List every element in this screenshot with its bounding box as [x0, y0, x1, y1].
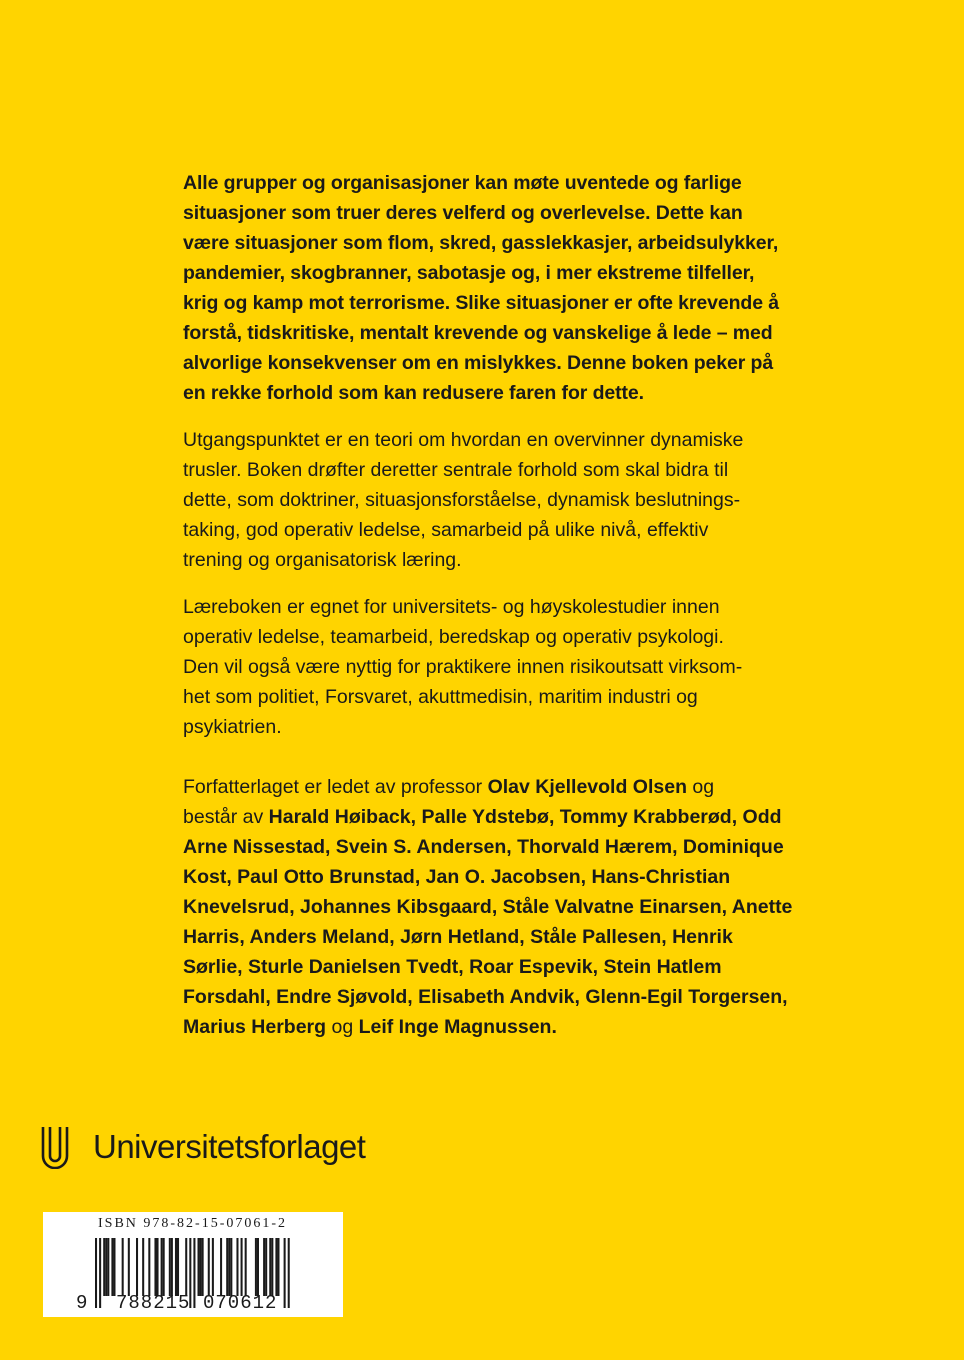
barcode-bar	[163, 1238, 165, 1296]
barcode-bar	[257, 1238, 259, 1296]
barcode-bar	[175, 1238, 177, 1296]
barcode-bar	[148, 1238, 150, 1296]
barcode-bar	[241, 1238, 243, 1296]
barcode-bar	[103, 1238, 105, 1296]
text-line: en rekke forhold som kan redusere faren for dette.	[183, 382, 644, 404]
author-names: Harald Høiback, Palle Ydstebø, Tommy Krabberød, Odd	[268, 806, 782, 828]
barcode-bar	[169, 1238, 171, 1296]
barcode-bar	[228, 1238, 230, 1296]
barcode-bar	[198, 1238, 200, 1296]
barcode-bar	[277, 1238, 279, 1296]
publisher-name: Universitetsforlaget	[93, 1128, 366, 1165]
text-line: psykiatrien.	[183, 716, 282, 738]
text-line: Læreboken er egnet for universitets- og høyskolestudier innen	[183, 596, 720, 618]
barcode-bar	[200, 1238, 202, 1296]
barcode-bar	[245, 1238, 247, 1296]
barcode-digits-left: 788215	[116, 1292, 191, 1314]
author-names: Sørlie, Sturle Danielsen Tvedt, Roar Espevik, Stein Hatlem	[183, 956, 722, 978]
barcode-bar	[185, 1238, 187, 1296]
barcode-bar	[212, 1238, 214, 1296]
barcode-bar	[99, 1238, 101, 1308]
text-line: pandemier, skogbranner, sabotasje og, i mer ekstreme tilfeller,	[183, 262, 755, 284]
barcode-bar	[95, 1238, 97, 1308]
barcode-bar	[202, 1238, 204, 1296]
authors-consists: består av	[183, 806, 264, 828]
barcode-bar	[171, 1238, 173, 1296]
isbn-label: ISBN 978-82-15-07061-2	[98, 1216, 288, 1231]
text-line	[183, 802, 833, 832]
barcode-bar	[128, 1238, 130, 1296]
barcode-bar	[236, 1238, 238, 1296]
text-line: Utgangspunktet er en teori om hvordan en overvinner dynamiske	[183, 429, 744, 451]
text-line: situasjoner som truer deres velferd og overlevelse. Dette kan	[183, 202, 743, 224]
text-line: Den vil også være nyttig for praktikere innen risikoutsatt virksom-	[183, 656, 743, 678]
text-line: het som politiet, Forsvaret, akuttmedisin, maritim industri og	[183, 686, 698, 708]
text-line: være situasjoner som flom, skred, gasslekkasjer, arbeidsulykker,	[183, 232, 779, 254]
barcode-digits-right: 070612	[203, 1292, 278, 1314]
text-line	[183, 982, 833, 1012]
barcode-bar	[113, 1238, 115, 1296]
lead-author: Olav Kjellevold Olsen	[487, 776, 687, 798]
isbn-barcode	[43, 1212, 343, 1317]
barcode-bar	[230, 1238, 232, 1296]
barcode-digit-first: 9	[76, 1292, 88, 1314]
barcode-bar	[157, 1238, 159, 1296]
barcode-bar	[111, 1238, 113, 1296]
text-line	[183, 952, 833, 982]
barcode-bar	[284, 1238, 286, 1308]
text-line: forstå, tidskritiske, mentalt krevende og vanskelige å lede – med	[183, 322, 773, 344]
barcode-bar	[265, 1238, 267, 1296]
text-line	[183, 922, 833, 952]
text-line	[183, 892, 833, 922]
barcode-bar	[288, 1238, 290, 1308]
barcode-bar	[105, 1238, 107, 1296]
author-names: Kost, Paul Otto Brunstad, Jan O. Jacobsen, Hans-Christian	[183, 866, 731, 888]
text-line: operativ ledelse, teamarbeid, beredskap og operativ psykologi.	[183, 626, 724, 648]
barcode-bar	[275, 1238, 277, 1296]
description-audience-paragraph	[183, 592, 833, 742]
barcode-bar	[136, 1238, 138, 1296]
text-line: Alle grupper og organisasjoner kan møte uventede og farlige	[183, 172, 742, 194]
author-names: Forsdahl, Endre Sjøvold, Elisabeth Andvik, Glenn-Egil Torgersen,	[183, 986, 788, 1008]
barcode-bar	[154, 1238, 156, 1296]
text-line: alvorlige konsekvenser om en mislykkes. Denne boken peker på	[183, 352, 774, 374]
authors-og: og	[692, 776, 715, 798]
text-line	[183, 1012, 833, 1042]
text-line	[183, 772, 833, 802]
barcode-bar	[142, 1238, 144, 1296]
text-line	[183, 832, 833, 862]
barcode-bar	[263, 1238, 265, 1296]
barcode-bar	[107, 1238, 109, 1296]
barcode-bar	[269, 1238, 271, 1296]
author-names: Knevelsrud, Johannes Kibsgaard, Ståle Valvatne Einarsen, Anette	[183, 896, 793, 918]
description-bold-paragraph	[183, 168, 833, 408]
text-line	[183, 862, 833, 892]
description-approach-paragraph	[183, 425, 833, 575]
barcode-bar	[122, 1238, 124, 1296]
barcode-bar	[220, 1238, 222, 1296]
authors-intro: Forfatterlaget er ledet av professor	[183, 776, 483, 798]
u-logo-icon	[40, 1125, 70, 1169]
barcode-bar	[271, 1238, 273, 1296]
author-names: Marius Herberg	[183, 1016, 327, 1038]
text-line: trusler. Boken drøfter deretter sentrale forhold som skal bidra til	[183, 459, 729, 481]
text-line: dette, som doktriner, situasjonsforståelse, dynamisk beslutnings-	[183, 489, 741, 511]
barcode-bar	[208, 1238, 210, 1296]
barcode-bar	[255, 1238, 257, 1296]
author-names: Leif Inge Magnussen.	[358, 1016, 557, 1038]
text-line: krig og kamp mot terrorisme. Slike situasjoner er ofte krevende å	[183, 292, 780, 314]
authors-paragraph	[183, 772, 833, 1042]
text-line: taking, god operativ ledelse, samarbeid på ulike nivå, effektiv	[183, 519, 709, 541]
barcode-bar	[226, 1238, 228, 1296]
author-names: Harris, Anders Meland, Jørn Hetland, Ståle Pallesen, Henrik	[183, 926, 733, 948]
barcode-bar	[177, 1238, 179, 1296]
authors-og: og	[331, 1016, 354, 1038]
text-line: trening og organisatorisk læring.	[183, 549, 462, 571]
barcode-bar	[193, 1238, 195, 1308]
author-names: Arne Nissestad, Svein S. Andersen, Thorvald Hærem, Dominique	[183, 836, 784, 858]
barcode-bar	[161, 1238, 163, 1296]
